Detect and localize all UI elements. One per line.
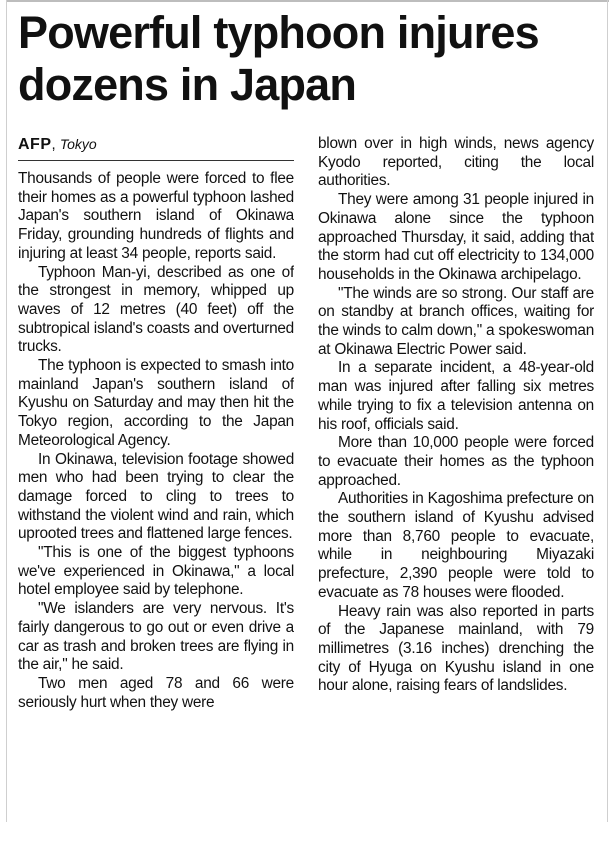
right-border-rule	[607, 0, 608, 822]
byline	[18, 133, 294, 155]
byline-divider	[18, 160, 294, 161]
paragraph: "The winds are so strong. Our staff are on standby at branch offices, waiting for the winds to calm down," a spokeswoman at Okinawa Electric Power said.	[318, 284, 594, 358]
paragraph: blown over in high winds, news agency Kyodo reported, citing the local authorities.	[318, 135, 594, 190]
article-column-left	[18, 170, 294, 812]
paragraph: The typhoon is expected to smash into mainland Japan's southern island of Kyushu on Saturday and may then hit the Tokyo region, according to the Japan Meteorological Agency.	[18, 357, 294, 449]
article-column-right	[318, 135, 594, 795]
paragraph: Heavy rain was also reported in parts of the Japanese mainland, with 79 millimetres (3.16 inches) drenching the city of Hyuga on Kyushu island in one hour alone, raising fears of landslides.	[318, 602, 594, 695]
left-border-rule	[6, 0, 7, 822]
top-border-rule	[6, 0, 609, 2]
paragraph: In Okinawa, television footage showed men who had been trying to clear the damage forced to cling to trees to withstand the violent wind and rain, which uprooted trees and flattened large fences.	[18, 450, 294, 543]
paragraph: They were among 31 people injured in Okinawa alone since the typhoon approached Thursday, it said, adding that the storm had cut off electricity to 134,000 households in the Okinawa archipelago.	[318, 191, 594, 283]
paragraph: Typhoon Man-yi, described as one of the strongest in memory, whipped up waves of 12 metres (40 feet) off the subtropical island's coasts and overturned trucks.	[18, 263, 294, 356]
paragraph: Authorities in Kagoshima prefecture on the southern island of Kyushu advised more than 8,760 people to evacuate, while in neighbouring Miyazaki prefecture, 2,390 people were told to evacuate as 78 houses were flooded.	[318, 490, 594, 601]
paragraph: "We islanders are very nervous. It's fairly dangerous to go out or even drive a car as trash and broken trees are flying in the air," he said.	[18, 600, 294, 674]
byline-agency: AFP	[18, 136, 52, 153]
paragraph: "This is one of the biggest typhoons we've experienced in Okinawa," a local hotel employee said by telephone.	[18, 544, 294, 599]
byline-separator: ,	[51, 136, 56, 153]
paragraph: In a separate incident, a 48-year-old man was injured after falling six metres while trying to fix a television antenna on his roof, officials said.	[318, 359, 594, 433]
paragraph: Two men aged 78 and 66 were seriously hurt when they were	[18, 674, 294, 711]
headline: Powerful typhoon injures dozens in Japan	[18, 7, 539, 110]
byline-location: Tokyo	[59, 136, 97, 152]
paragraph: More than 10,000 people were forced to evacuate their homes as the typhoon approached.	[318, 434, 594, 489]
paragraph: Thousands of people were forced to flee their homes as a powerful typhoon lashed Japan's southern island of Okinawa Friday, grounding hundreds of flights and injuring at least 34 people, reports said.	[18, 170, 294, 262]
